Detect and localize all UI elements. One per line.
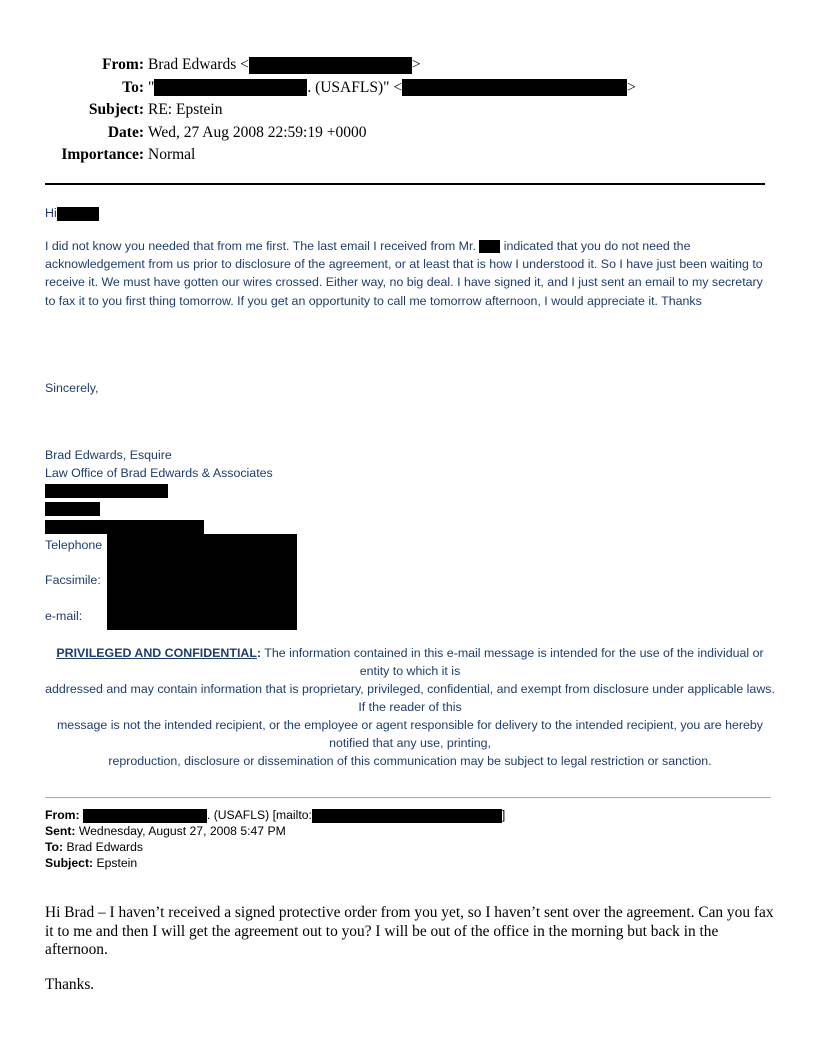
original-to-value: Brad Edwards: [66, 840, 143, 854]
redaction-block: [154, 79, 307, 96]
original-message: Hi Brad – I haven’t received a signed protective order from you yet, so I haven’t sent over the agreement. Can you fax it to me and then I will get the agreement out to you? I will be out of the office in the morning but back in the afternoon.: [45, 904, 774, 958]
confidentiality-notice: PRIVILEGED AND CONFIDENTIAL: The information contained in this e-mail message is intended for the use of the individual or entity to which it is addressed and may contain information that is proprietary, privileged, confidential, and exempt from disclosure under applicable laws. If the reader of this message is not the intended recipient, or the employee or agent responsible for delivery to the intended recipient, you are hereby notified that any use, printing, reproduction, disclosure or dissemination of this communication may be subject to legal restriction or sanction.: [45, 646, 775, 768]
from-row: From: Brad Edwards < >: [0, 54, 780, 77]
signature-firm: Law Office of Brad Edwards & Associates: [45, 466, 273, 480]
header-divider: [45, 183, 765, 185]
to-value: . (USAFLS)" <: [307, 78, 403, 96]
facsimile-label: Facsimile:: [45, 573, 101, 587]
original-sent-value: Wednesday, August 27, 2008 5:47 PM: [78, 824, 286, 838]
original-from-value: . (USAFLS) [mailto:: [206, 808, 312, 822]
redaction-block: [402, 79, 627, 96]
redaction-block: [45, 502, 100, 516]
from-value: Brad Edwards <: [148, 56, 249, 73]
importance-row: [0, 144, 780, 167]
signature-name: Brad Edwards, Esquire: [45, 448, 172, 462]
importance-value: Normal: [148, 146, 196, 163]
redaction-block: [45, 484, 168, 498]
to-label: To:: [122, 78, 144, 96]
redaction-block: [312, 809, 502, 823]
original-thanks: Thanks.: [45, 976, 95, 993]
confidential-heading: PRIVILEGED AND CONFIDENTIAL: [56, 646, 257, 660]
date-value: Wed, 27 Aug 2008 22:59:19 +0000: [148, 123, 367, 141]
telephone-label: Telephone: [45, 538, 103, 552]
from-label: From:: [102, 56, 144, 73]
closing: Sincerely,: [45, 381, 99, 395]
to-row: To: " . (USAFLS)" < >: [0, 77, 780, 100]
redaction-block: [45, 520, 204, 534]
subject-row: [0, 99, 780, 122]
redaction-block: [57, 207, 99, 221]
original-subject-value: Epstein: [96, 856, 138, 870]
email-label: e-mail:: [45, 609, 83, 623]
reply-body: I did not know you needed that from me first. The last email I received from Mr. indicated that you do not need the acknowledgement from us prior to disclosure of the agreement, or at least that is how I understood it. So I have just been waiting to receive it. We must have gotten our wires crossed. Either way, no big deal. I have signed it, and I just sent an email to my secretary to fax it to you first thing tomorrow. If you get an opportunity to call me tomorrow afternoon, I would appreciate it. Thanks: [45, 239, 763, 308]
subject-value: RE: Epstein: [148, 101, 223, 118]
redaction-block: [479, 240, 500, 253]
email-header: [0, 54, 780, 167]
greeting: Hi: [45, 204, 99, 222]
date-label: Date:: [107, 123, 144, 141]
importance-label: Importance:: [61, 146, 144, 163]
redaction-block: [249, 57, 412, 74]
date-row: [0, 122, 780, 145]
original-header: From: . (USAFLS) [mailto: ] Sent: Wednesday, August 27, 2008 5:47 PM To: Brad Edwards Subject: Epstein: [45, 808, 506, 870]
redaction-block: [107, 534, 297, 630]
redaction-block: [83, 809, 207, 823]
subject-label: Subject:: [88, 101, 144, 118]
quoted-divider: [45, 797, 771, 798]
